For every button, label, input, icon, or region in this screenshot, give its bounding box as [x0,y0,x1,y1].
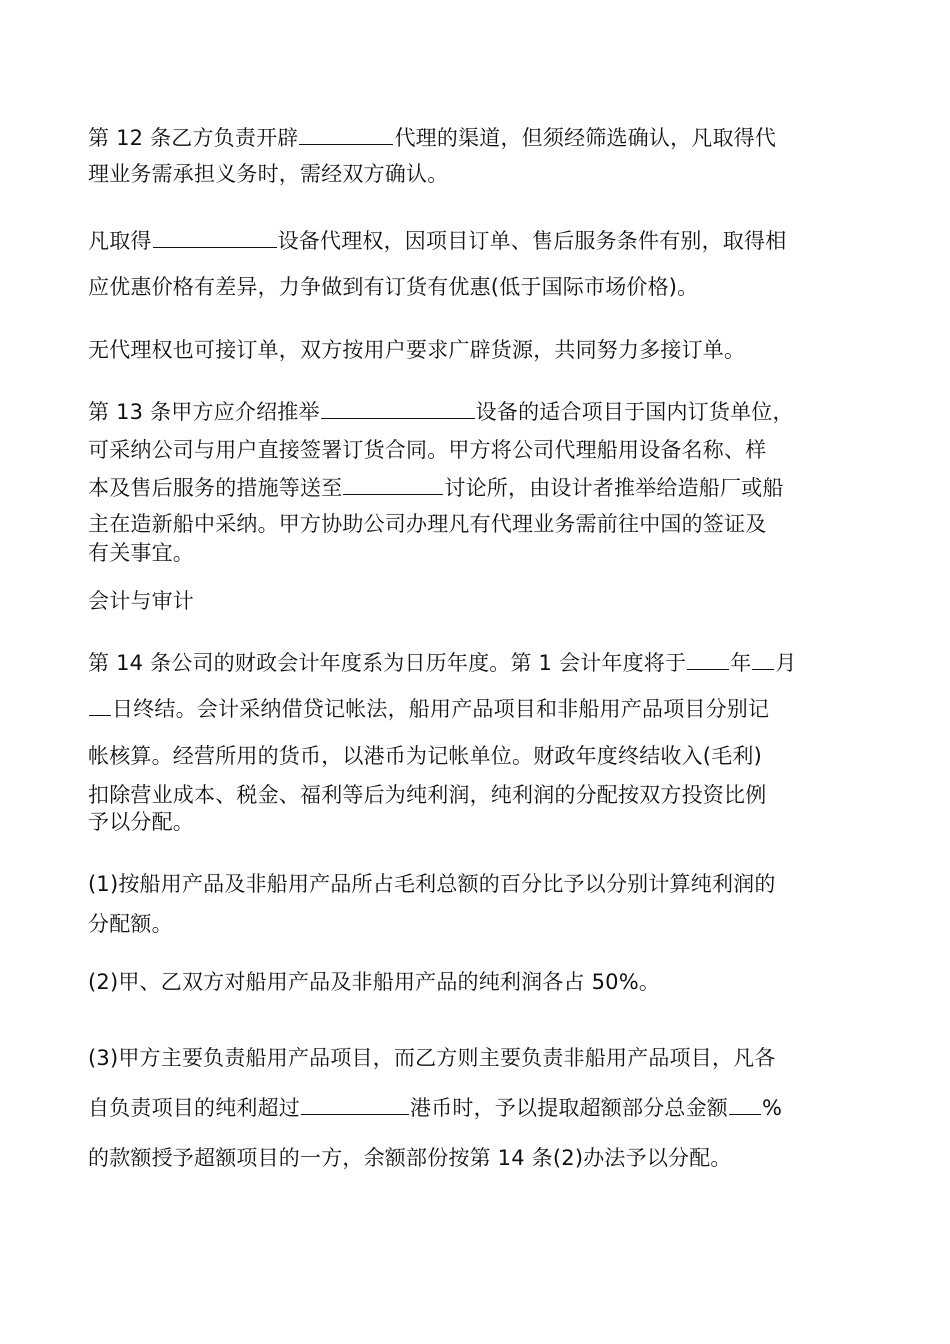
clause-14-paragraph [88,640,864,834]
text-line [88,1033,864,1083]
text-line [88,156,864,192]
text-line [88,780,864,810]
text-line [88,686,864,732]
text-run: 应优惠价格有差异，力争做到有订货有优惠(低于国际市场价格)。 [88,275,699,299]
text-run: 讨论所，由设计者推举给造船厂或船 [444,476,784,500]
text-run: 帐核算。经营所用的货币，以港币为记帐单位。财政年度终结收入(毛利) [88,744,762,768]
fill-in-blank [343,476,443,495]
text-run: 设备的适合项目于国内订货单位， [475,400,794,424]
item-1-paragraph [88,864,864,944]
fill-in-blank [321,400,475,419]
text-run: (3)甲方主要负责船用产品项目，而乙方则主要负责非船用产品项目，凡各 [88,1046,776,1070]
text-line [88,1133,864,1183]
text-line [88,469,864,507]
orders-paragraph [88,332,864,368]
text-line [88,732,864,780]
text-run: 凡取得 [88,229,152,253]
clause-12-paragraph [88,120,864,192]
text-run: 第 13 条甲方应介绍推举 [88,400,320,424]
text-run: 无代理权也可接订单，双方按用户要求广辟货源，共同努力多接订单。 [88,338,746,362]
text-run: 代理的渠道，但须经筛选确认，凡取得代 [394,126,777,150]
fill-in-blank [153,229,277,248]
text-run: 月 [775,651,797,675]
text-line [88,507,864,541]
text-run: 的款额授予超额项目的一方，余额部份按第 14 条(2)办法予以分配。 [88,1146,732,1170]
fill-in-blank [729,1096,761,1115]
text-run: (2)甲、乙双方对船用产品及非船用产品的纯利润各占 50%。 [88,970,661,994]
text-run: 设备代理权，因项目订单、售后服务条件有别，取得相 [277,229,787,253]
fill-in-blank [301,1096,409,1115]
text-run: 日终结。会计采纳借贷记帐法，船用产品项目和非船用产品项目分别记 [112,697,770,721]
text-line [88,810,864,834]
text-run: 理业务需承担义务时，需经双方确认。 [88,162,449,186]
section-heading [88,583,864,619]
text-line [88,120,864,156]
agency-right-paragraph [88,218,864,310]
text-run: 本及售后服务的措施等送至 [88,476,343,500]
fill-in-blank [89,697,111,716]
text-line [88,264,864,310]
clause-13-paragraph [88,393,864,565]
text-run: 有关事宜。 [88,541,194,565]
fill-in-blank [299,126,393,145]
text-run: 年 [730,651,752,675]
text-run: % [762,1096,783,1120]
text-line [88,640,864,686]
text-run: 扣除营业成本、税金、福利等后为纯利润，纯利润的分配按双方投资比例 [88,783,767,807]
fill-in-blank [687,651,729,670]
text-line [88,904,864,944]
text-run: 第 12 条乙方负责开辟 [88,126,299,150]
item-2-paragraph [88,964,864,1000]
text-line [88,964,864,1000]
text-run: 分配额。 [88,912,173,936]
text-line [88,541,864,565]
text-run: 第 14 条公司的财政会计年度系为日历年度。第 1 会计年度将于 [88,651,687,675]
item-3-paragraph [88,1033,864,1183]
text-run: 港币时，予以提取超额部分总金额 [410,1096,728,1120]
text-run: 予以分配。 [88,810,194,834]
text-run: 主在造新船中采纳。甲方协助公司办理凡有代理业务需前往中国的签证及 [88,512,767,536]
text-run: 可采纳公司与用户直接签署订货合同。甲方将公司代理船用设备名称、样 [88,438,767,462]
text-line [88,864,864,904]
heading-text: 会计与审计 [88,589,194,613]
text-line [88,332,864,368]
text-line [88,431,864,469]
text-line [88,393,864,431]
fill-in-blank [752,651,774,670]
text-run: 自负责项目的纯利超过 [88,1096,300,1120]
text-line [88,1083,864,1133]
text-line [88,218,864,264]
text-run: (1)按船用产品及非船用产品所占毛利总额的百分比予以分别计算纯利润的 [88,872,776,896]
